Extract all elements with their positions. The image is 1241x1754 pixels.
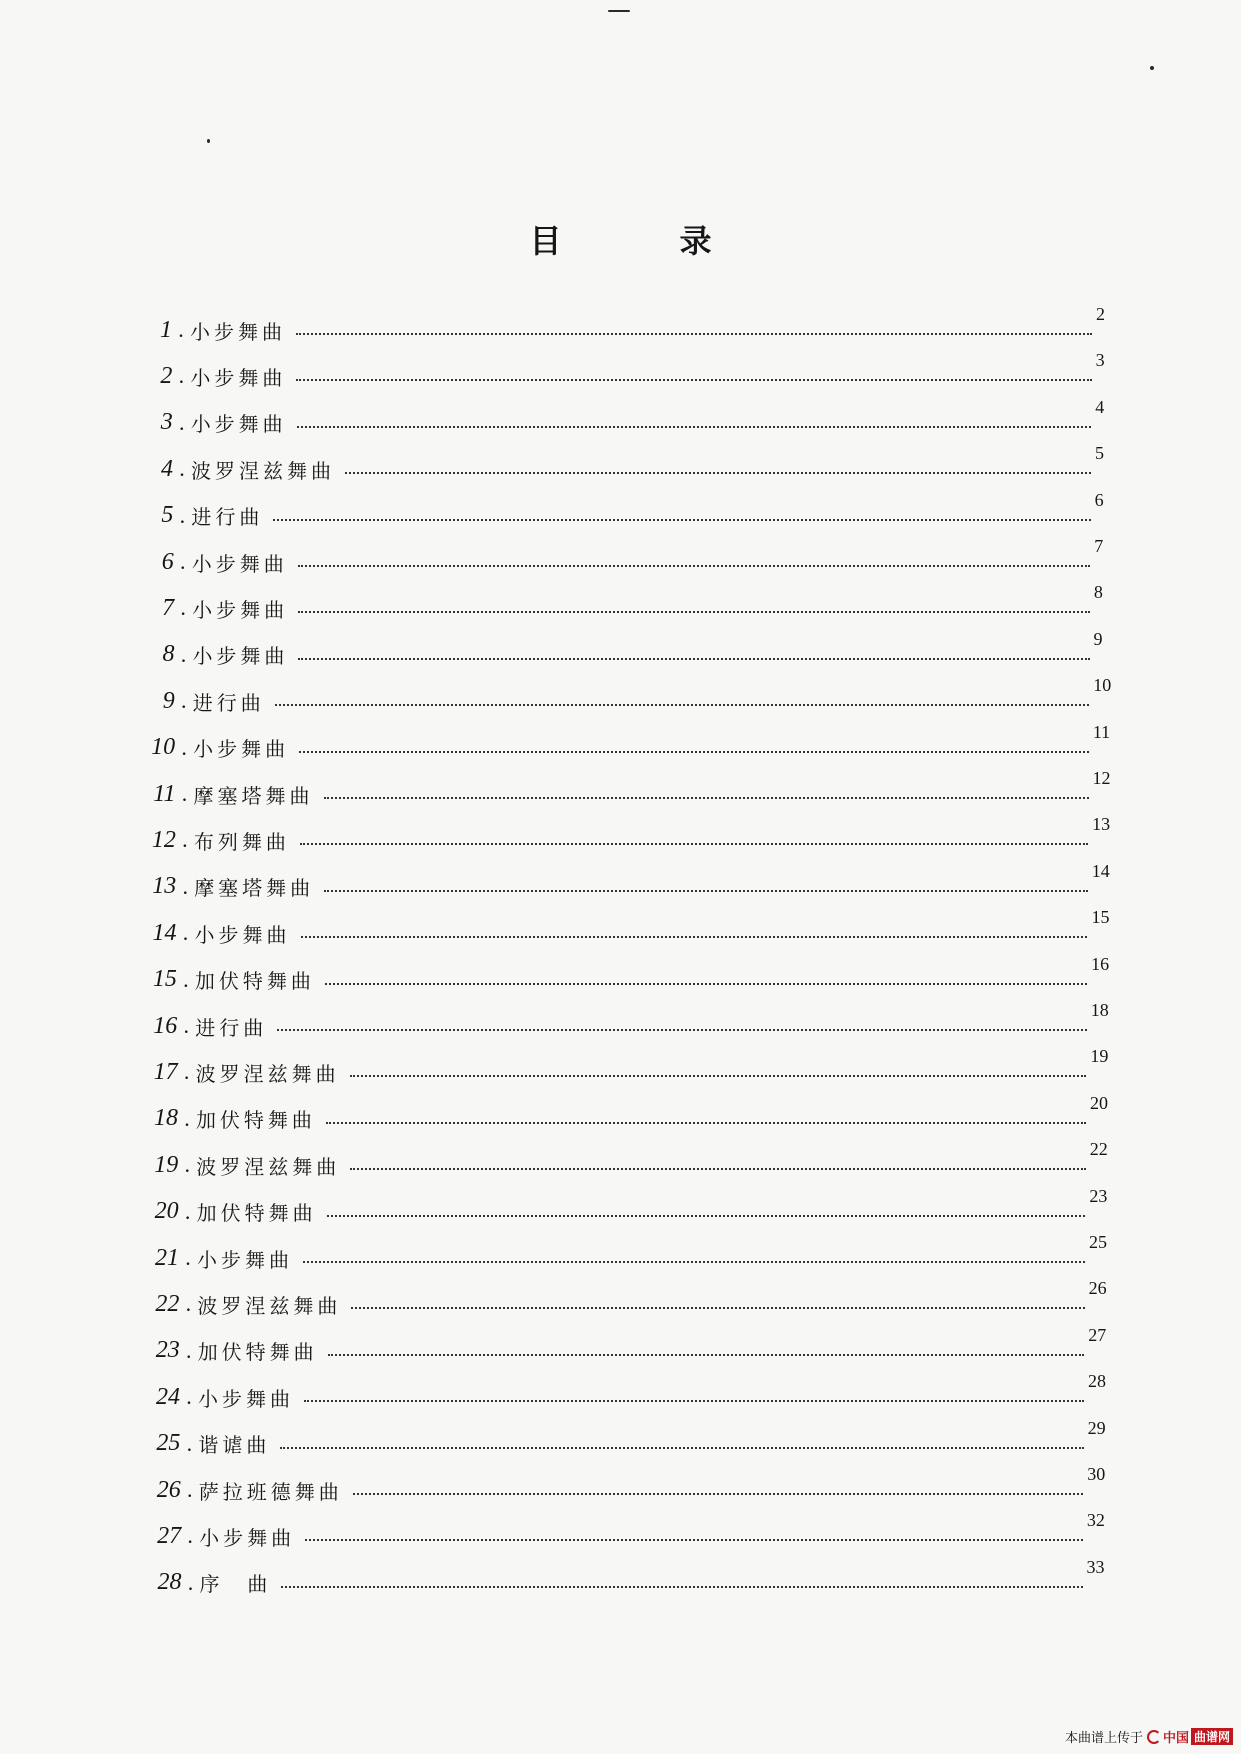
- toc-entry: [136, 1427, 1083, 1461]
- toc-entry-page-number: 3: [1095, 350, 1105, 371]
- toc-entry-title: 波罗涅兹舞曲: [196, 1154, 341, 1179]
- toc-entry-title: 萨拉班德舞曲: [198, 1479, 343, 1504]
- toc-entry-page-number: 8: [1093, 582, 1103, 603]
- toc-entry-separator: .: [187, 1477, 193, 1502]
- toc-entry-page-number: 23: [1089, 1185, 1108, 1206]
- toc-entry-separator: .: [179, 502, 186, 528]
- toc-entry: [130, 638, 1089, 672]
- toc-entry: [133, 1009, 1087, 1043]
- toc-entry-title: 序 曲: [199, 1572, 272, 1597]
- toc-entry-dot-leader: [324, 890, 1088, 892]
- toc-entry-page-number: 27: [1088, 1324, 1107, 1345]
- toc-entry-page-number: 16: [1091, 953, 1110, 974]
- toc-entry-separator: .: [182, 827, 188, 853]
- toc-entry: [132, 870, 1088, 904]
- toc-entry-dot-leader: [297, 426, 1092, 428]
- toc-entry: [129, 406, 1092, 440]
- toc-entry: [129, 452, 1091, 486]
- toc-entry-number: 9: [162, 687, 175, 714]
- toc-entry-dot-leader: [328, 1354, 1085, 1356]
- toc-entry-number: 2: [160, 362, 173, 389]
- toc-entry-dot-leader: [298, 611, 1090, 613]
- toc-entry-number: 3: [160, 409, 173, 436]
- toc-entry-dot-leader: [300, 843, 1088, 845]
- toc-entry-number: 8: [162, 641, 175, 668]
- toc-entry-page-number: 19: [1090, 1046, 1109, 1067]
- toc-entry-title: 加伏特舞曲: [195, 1108, 316, 1133]
- toc-entry-title: 进行曲: [192, 690, 265, 715]
- toc-entry-separator: .: [185, 1291, 192, 1317]
- toc-entry-dot-leader: [301, 936, 1088, 938]
- toc-entry-dot-leader: [298, 565, 1091, 567]
- toc-entry-title: 进行曲: [191, 505, 264, 530]
- toc-entry-separator: .: [184, 1152, 191, 1178]
- toc-entry: [137, 1566, 1082, 1600]
- toc-entry-number: 20: [154, 1198, 179, 1225]
- logo-main-text: 中国: [1162, 1731, 1189, 1746]
- title-char-1: 目: [529, 222, 562, 260]
- toc-entry-number: 24: [156, 1383, 181, 1410]
- toc-entry-separator: .: [185, 1337, 192, 1363]
- toc-entry-title: 小步舞曲: [197, 1247, 293, 1272]
- toc-entry-dot-leader: [303, 1261, 1085, 1263]
- toc-entry-dot-leader: [326, 1122, 1086, 1124]
- toc-entry-dot-leader: [277, 1029, 1087, 1031]
- site-logo: [1147, 1727, 1233, 1746]
- toc-entry-number: 27: [157, 1522, 182, 1549]
- toc-entry-number: 21: [155, 1244, 179, 1271]
- toc-entry-title: 波罗涅兹舞曲: [191, 458, 336, 483]
- toc-entry-page-number: 33: [1086, 1556, 1105, 1577]
- toc-entry-separator: .: [180, 595, 186, 621]
- toc-entry: [137, 1519, 1083, 1553]
- footer-text: 本曲谱上传于: [1064, 1731, 1143, 1746]
- toc-entry-separator: .: [181, 734, 187, 760]
- logo-mark-icon: [1147, 1730, 1161, 1744]
- toc-entry-page-number: 29: [1087, 1417, 1106, 1438]
- toc-entry-dot-leader: [350, 1168, 1085, 1170]
- toc-entry-dot-leader: [296, 379, 1091, 381]
- toc-entry-title: 小步舞曲: [193, 737, 290, 762]
- toc-entry: [133, 916, 1088, 950]
- toc-entry-page-number: 22: [1089, 1139, 1108, 1160]
- toc-entry-separator: .: [187, 1569, 194, 1595]
- toc-entry: [135, 1241, 1085, 1275]
- toc-entry-dot-leader: [351, 1307, 1084, 1309]
- toc-entry-number: 12: [151, 826, 176, 853]
- toc-entry-page-number: 25: [1089, 1232, 1107, 1252]
- toc-entry-title: 进行曲: [195, 1015, 268, 1040]
- toc-entry: [134, 1148, 1085, 1182]
- toc-entry-page-number: 10: [1093, 675, 1112, 696]
- toc-entry-dot-leader: [304, 1400, 1084, 1402]
- toc-entry-title: 波罗涅兹舞曲: [197, 1293, 342, 1318]
- toc-entry-title: 小步舞曲: [198, 1386, 295, 1411]
- toc-entry-separator: .: [180, 641, 187, 667]
- toc-entry-title: 小步舞曲: [190, 319, 286, 344]
- toc-entry-number: 23: [155, 1337, 180, 1364]
- footer-watermark: [1065, 1727, 1233, 1746]
- toc-entry-number: 19: [154, 1151, 179, 1178]
- toc-entry-page-number: 18: [1090, 1000, 1109, 1020]
- toc-entry-title: 小步舞曲: [190, 365, 287, 390]
- toc-entry-title: 摩塞塔舞曲: [193, 783, 314, 808]
- title-char-2: 录: [679, 222, 712, 260]
- toc-entry: [132, 777, 1089, 811]
- toc-entry: [135, 1195, 1086, 1229]
- toc-entry-page-number: 6: [1094, 489, 1104, 510]
- toc-entry-separator: .: [180, 549, 186, 574]
- toc-entry-dot-leader: [325, 983, 1087, 985]
- toc-entry-title: 小步舞曲: [191, 551, 288, 576]
- toc-entry: [131, 684, 1089, 718]
- toc-entry-dot-leader: [280, 1447, 1083, 1449]
- toc-entry-page-number: 4: [1095, 396, 1105, 417]
- toc-entry-dot-leader: [296, 333, 1092, 335]
- toc-entry-title: 小步舞曲: [199, 1525, 296, 1550]
- toc-entry-page-number: 28: [1087, 1371, 1106, 1392]
- toc-entry-number: 28: [157, 1569, 182, 1596]
- toc-entry: [134, 1055, 1087, 1089]
- toc-entry: [128, 313, 1092, 347]
- toc-entry: [128, 359, 1091, 393]
- toc-entry-page-number: 30: [1087, 1464, 1106, 1484]
- toc-entry-separator: .: [179, 456, 185, 482]
- toc-entry: [130, 591, 1090, 625]
- toc-entry: [136, 1334, 1085, 1368]
- toc-entry-dot-leader: [350, 1075, 1087, 1077]
- toc-entry-dot-leader: [324, 797, 1089, 799]
- toc-entry-page-number: 5: [1094, 443, 1104, 464]
- toc-entry-number: 4: [161, 455, 174, 482]
- toc-entry-number: 25: [156, 1430, 181, 1457]
- toc-entry-dot-leader: [299, 751, 1089, 753]
- toc-entry-page-number: 26: [1088, 1278, 1107, 1299]
- toc-entry-page-number: 15: [1091, 907, 1110, 928]
- toc-entry-page-number: 20: [1090, 1092, 1109, 1113]
- toc-entry-dot-leader: [327, 1215, 1086, 1217]
- toc-entry-page-number: 7: [1094, 536, 1104, 556]
- toc-entry: [133, 963, 1087, 997]
- toc-entry-number: 1: [160, 316, 172, 343]
- toc-entry-number: 6: [161, 548, 174, 575]
- toc-entry-page-number: 2: [1096, 304, 1105, 324]
- toc-entry-separator: .: [184, 1105, 190, 1131]
- toc-entry-page-number: 12: [1092, 768, 1111, 788]
- toc-entry-title: 摩塞塔舞曲: [194, 876, 315, 901]
- toc-entry-separator: .: [186, 1430, 193, 1456]
- toc-entry-number: 15: [152, 966, 177, 993]
- toc-entry: [129, 499, 1090, 533]
- toc-entry-title: 加伏特舞曲: [194, 969, 315, 994]
- toc-entry-separator: .: [185, 1245, 191, 1270]
- toc-entry-separator: .: [183, 1059, 190, 1085]
- toc-entry: [134, 1102, 1086, 1136]
- toc-entry-number: 14: [152, 919, 177, 946]
- toc-entry-dot-leader: [298, 658, 1089, 660]
- toc-entry: [137, 1473, 1084, 1507]
- toc-entry-dot-leader: [275, 704, 1089, 706]
- toc-entry-number: 10: [151, 734, 176, 761]
- toc-entry: [135, 1287, 1084, 1321]
- toc-entry-dot-leader: [273, 519, 1090, 521]
- toc-entry-number: 22: [155, 1290, 180, 1317]
- toc-entry-number: 17: [153, 1058, 178, 1085]
- toc-entry-number: 26: [156, 1476, 181, 1503]
- toc-entry-separator: .: [183, 966, 189, 992]
- toc-entry-title: 布列舞曲: [193, 829, 290, 854]
- toc-entry-dot-leader: [281, 1586, 1082, 1588]
- toc-entry-page-number: 32: [1086, 1510, 1105, 1531]
- toc-entry-separator: .: [178, 409, 185, 435]
- toc-entry-separator: .: [182, 873, 188, 899]
- toc-entry: [136, 1380, 1084, 1414]
- toc-entry-number: 18: [153, 1105, 178, 1132]
- toc-entry-separator: .: [187, 1523, 193, 1549]
- toc-entry-dot-leader: [305, 1539, 1083, 1541]
- toc-entry-page-number: 9: [1093, 628, 1103, 649]
- toc-entry-title: 小步舞曲: [192, 644, 289, 669]
- toc-entry-separator: .: [178, 363, 185, 389]
- toc-entry-number: 11: [153, 780, 176, 807]
- toc-entry-separator: .: [181, 688, 187, 714]
- toc-entry-title: 谐谑曲: [198, 1433, 271, 1458]
- toc-entry-title: 小步舞曲: [192, 597, 289, 622]
- toc-entry: [130, 545, 1091, 579]
- toc-entry-page-number: 13: [1092, 814, 1111, 835]
- toc-entry-title: 波罗涅兹舞曲: [195, 1061, 340, 1086]
- toc-entry: [131, 731, 1089, 765]
- toc-entry-number: 7: [162, 594, 175, 621]
- toc-entry-number: 16: [153, 1012, 178, 1039]
- toc-entry-title: 小步舞曲: [190, 412, 287, 437]
- toc-entry-title: 小步舞曲: [194, 922, 291, 947]
- toc-entry-dot-leader: [345, 472, 1091, 474]
- toc-entry-number: 5: [161, 502, 174, 529]
- toc-entry: [132, 823, 1088, 857]
- toc-entry-page-number: 14: [1091, 860, 1110, 881]
- toc-entry-number: 13: [152, 873, 177, 900]
- toc-entry-separator: .: [184, 1198, 191, 1224]
- toc-entry-dot-leader: [353, 1493, 1084, 1495]
- toc-entry-title: 加伏特舞曲: [196, 1201, 317, 1226]
- toc-entry-title: 加伏特舞曲: [197, 1340, 318, 1365]
- toc-entry-separator: .: [182, 920, 189, 946]
- toc-entry-separator: .: [178, 317, 184, 342]
- logo-box-text: 曲谱网: [1191, 1728, 1233, 1745]
- toc-entry-separator: .: [183, 1013, 189, 1038]
- toc-entry-separator: .: [181, 781, 188, 806]
- toc-entry-page-number: 11: [1092, 721, 1111, 742]
- toc-entry-separator: .: [186, 1384, 192, 1410]
